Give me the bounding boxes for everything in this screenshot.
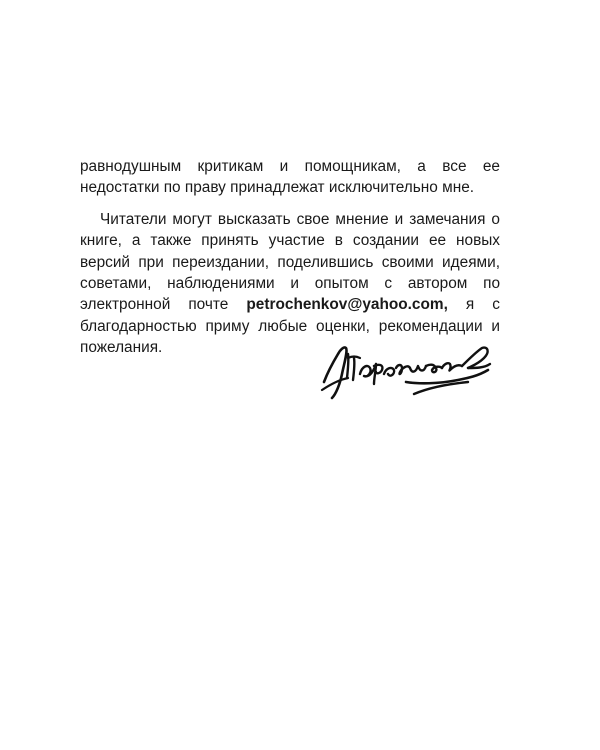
paragraph-continuation: равнодушным критикам и помощникам, а все ее недостатки по праву принадлежат исключительно мне.: [80, 158, 500, 197]
feedback-text: Читатели могут высказать свое мнение и замечания о книге, а также принять участие в создании ее новых версий при переиздании, поделившись своими идеями, советами, наблюдениями и опытом с автором по электронной почте: [80, 210, 500, 314]
feedback-text-end: я с благодарностью приму любые оценки, рекомендации и пожелания.: [80, 296, 500, 357]
body-text: [80, 156, 500, 359]
author-email[interactable]: petrochenkov@yahoo.com,: [246, 296, 448, 314]
author-signature: [318, 334, 496, 408]
